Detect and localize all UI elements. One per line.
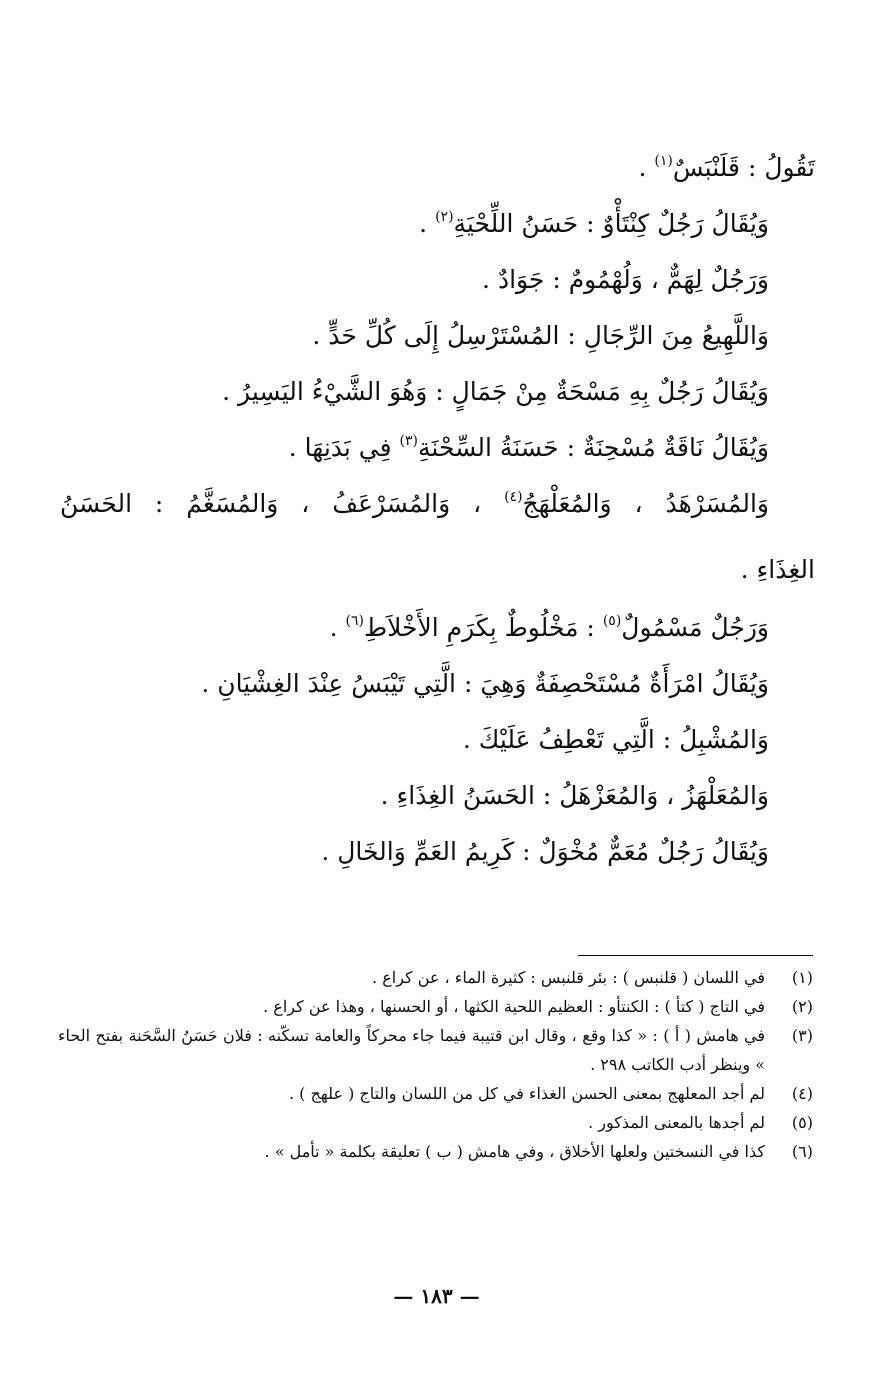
text-line-3: [60, 252, 815, 308]
text-line-12: [60, 768, 815, 824]
text-line-2: [60, 196, 815, 252]
text-segment: فِي بَدَنِهَا .: [288, 433, 400, 462]
footnote-list: [58, 963, 813, 1166]
text-segment: الغِذَاءِ .: [740, 555, 815, 584]
footnote-number: (٣): [791, 1026, 813, 1045]
footnote-ref-3[interactable]: (٣): [399, 432, 419, 449]
text-segment: وَيُقَالُ رَجُلٌ كِنْتَأْوٌ : حَسَنُ اللِّحْيَةِ: [453, 209, 769, 238]
footnote-1: [58, 963, 813, 992]
text-line-7: [60, 476, 815, 532]
footnote-text: في هامش ( أ ) : « كذا وقع ، وقال ابن قتيبة فيما جاء محركاً والعامة تسكّنه : فلان حَسَنُ السَّحَنة بفتح الحاء » وينظر أدب الكاتب ٢٩٨ .: [58, 1026, 765, 1074]
text-line-9: [60, 600, 815, 656]
text-segment: وَرَجُلٌ لِهَمٌّ ، وَلُهْمُومٌ : جَوَادٌ .: [482, 265, 769, 294]
footnote-ref-1[interactable]: (١): [654, 152, 673, 169]
footnote-text: لم أجدها بالمعنى المذكور .: [588, 1113, 765, 1132]
text-segment: وَاللَّهِيعُ مِنَ الرِّجَالِ : المُسْتَرْسِلُ إِلَى كُلِّ حَدٍّ .: [312, 321, 769, 350]
footnote-4: [58, 1079, 813, 1108]
text-line-11: [60, 712, 815, 768]
text-line-6: [60, 420, 815, 476]
text-segment: .: [638, 153, 655, 182]
footnote-text: في التاج ( كتأ ) : الكنتأو : العظيم اللحية الكثها ، أو الحسنها ، وهذا عن كراع .: [263, 997, 765, 1016]
text-line-13: [60, 824, 815, 880]
footnote-number: (١): [791, 968, 813, 987]
footnote-divider: [578, 955, 813, 956]
footnote-6: [58, 1137, 813, 1166]
page-number: — ١٨٣ —: [393, 1284, 480, 1308]
body-text: [60, 140, 815, 880]
text-line-4: [60, 308, 815, 364]
footnote-number: (٤): [791, 1084, 813, 1103]
footnote-ref-2[interactable]: (٢): [435, 208, 454, 225]
text-line-5: [60, 364, 815, 420]
text-line-1: [60, 140, 815, 196]
text-segment: وَيُقَالُ امْرَأَةٌ مُسْتَحْصِفَةٌ وَهِيَ : الَّتِي تَيْبَسُ عِنْدَ الغِشْيَانِ .: [201, 669, 769, 698]
text-line-10: [60, 656, 815, 712]
text-segment: وَالمُسَرْهَدُ ، وَالمُعَلْهَجُ: [522, 489, 769, 518]
footnote-number: (٢): [791, 997, 813, 1016]
text-segment: .: [419, 209, 436, 238]
footnote-2: [58, 992, 813, 1021]
text-segment: .: [329, 613, 346, 642]
footnote-number: (٦): [791, 1142, 813, 1161]
text-segment: وَيُقَالُ رَجُلٌ بِهِ مَسْحَةٌ مِنْ جَمَالٍ : وَهُوَ الشَّيْءُ اليَسِيرُ .: [222, 377, 769, 406]
text-segment: : مَخْلُوطٌ بِكَرَمِ الأَخْلاَطِ: [364, 613, 603, 642]
footnote-3: [58, 1021, 813, 1079]
text-segment: وَالمُعَلْهَزُ ، وَالمُعَزْهَلُ : الحَسَنُ الغِذَاءِ .: [380, 781, 769, 810]
text-line-8: [60, 532, 815, 600]
text-segment: ، وَالمُسَرْعَفُ ، وَالمُسَغَّمُ : الحَسَنُ: [60, 489, 505, 518]
footnote-ref-6[interactable]: (٦): [345, 612, 365, 629]
footnote-ref-5[interactable]: (٥): [602, 612, 622, 629]
footnote-text: لم أجد المعلهج بمعنى الحسن الغذاء في كل من اللسان والتاج ( علهج ) .: [288, 1084, 765, 1103]
footnote-number: (٥): [791, 1113, 813, 1132]
text-segment: تَقُولُ : قَلَنْبَسٌ: [672, 153, 815, 182]
footnote-5: [58, 1108, 813, 1137]
footnote-ref-4[interactable]: (٤): [504, 488, 523, 505]
text-segment: وَالمُشْبِلُ : الَّتِي تَعْطِفُ عَلَيْكَ .: [462, 725, 769, 754]
footnote-text: كذا في النسختين ولعلها الأخلاق ، وفي هامش ( ب ) تعليقة بكلمة « تأمل » .: [264, 1142, 765, 1161]
text-segment: وَيُقَالُ نَاقَةٌ مُسْحِنَةٌ : حَسَنَةُ السِّحْنَةِ: [418, 433, 769, 462]
text-segment: وَيُقَالُ رَجُلٌ مُعَمٌّ مُخْوَلٌ : كَرِيمُ العَمِّ وَالخَالِ .: [321, 837, 769, 866]
text-segment: وَرَجُلٌ مَسْمُولٌ: [621, 613, 769, 642]
footnote-text: في اللسان ( قلنبس ) : بئر قلنبس : كثيرة الماء ، عن كراع .: [372, 968, 765, 987]
